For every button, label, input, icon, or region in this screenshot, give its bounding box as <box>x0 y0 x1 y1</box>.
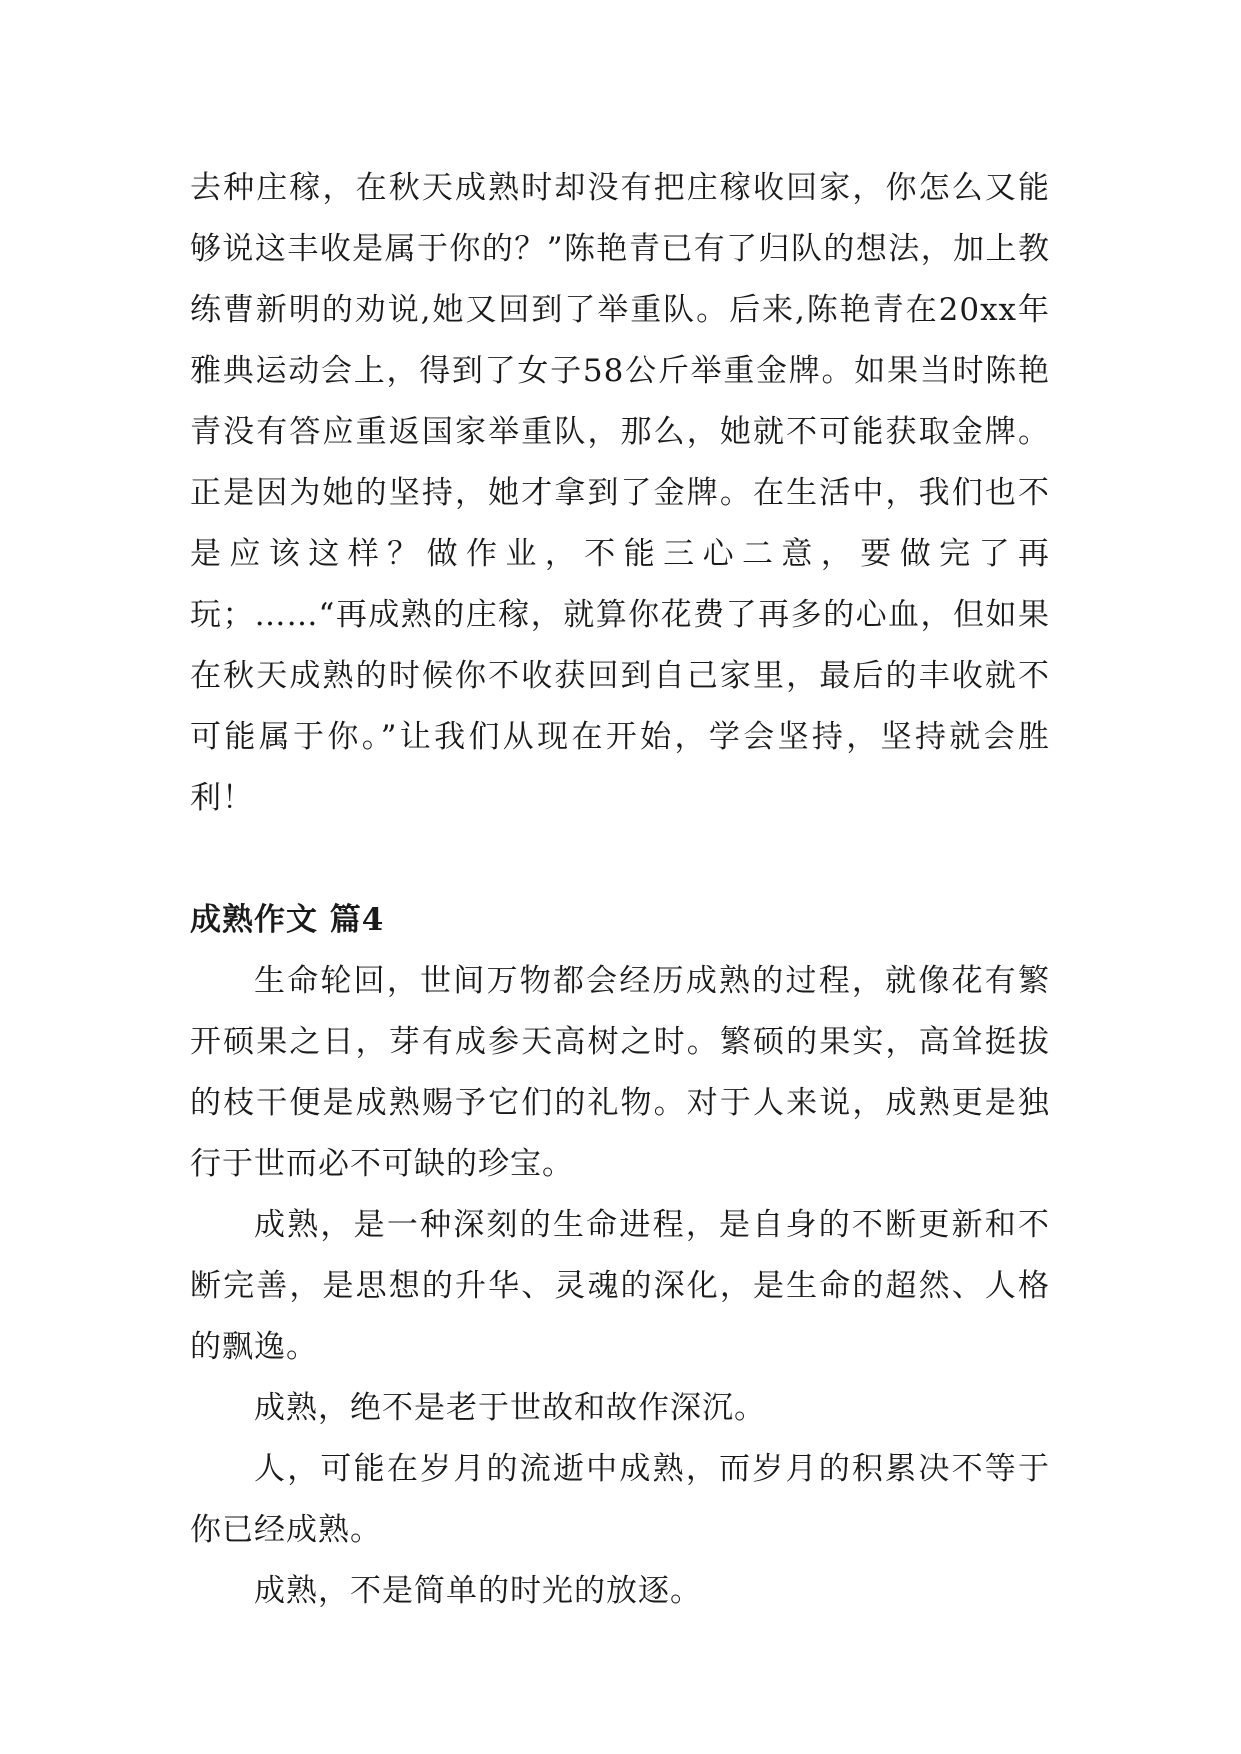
document-body <box>190 158 1050 1622</box>
paragraph-2: 成熟，是一种深刻的生命进程，是自身的不断更新和不断完善，是思想的升华、灵魂的深化，是生命的超然、人格的飘逸。 <box>190 1207 1050 1365</box>
section-title: 成熟作文 篇4 <box>190 902 385 938</box>
paragraph-1: 生命轮回，世间万物都会经历成熟的过程，就像花有繁开硕果之日，芽有成参天高树之时。繁硕的果实，高耸挺拔的枝干便是成熟赐予它们的礼物。对于人来说，成熟更是独行于世而必不可缺的珍宝。 <box>190 963 1050 1182</box>
paragraph-4: 人，可能在岁月的流逝中成熟，而岁月的积累决不等于你已经成熟。 <box>190 1451 1050 1548</box>
paragraph-5: 成熟，不是简单的时光的放逐。 <box>254 1573 702 1609</box>
paragraph-3: 成熟，绝不是老于世故和故作深沉。 <box>254 1390 766 1426</box>
continuation-paragraph: 去种庄稼，在秋天成熟时却没有把庄稼收回家，你怎么又能够说这丰收是属于你的？”陈艳青已有了归队的想法，加上教练曹新明的劝说,她又回到了举重队。后来,陈艳青在20xx年雅典运动会上，得到了女子58公斤举重金牌。如果当时陈艳青没有答应重返国家举重队，那么，她就不可能获取金牌。正是因为她的坚持，她才拿到了金牌。在生活中，我们也不是应该这样？做作业，不能三心二意，要做完了再玩；……“再成熟的庄稼，就算你花费了再多的心血，但如果在秋天成熟的时候你不收获回到自己家里，最后的丰收就不可能属于你。”让我们从现在开始，学会坚持，坚持就会胜利！ <box>190 170 1050 816</box>
